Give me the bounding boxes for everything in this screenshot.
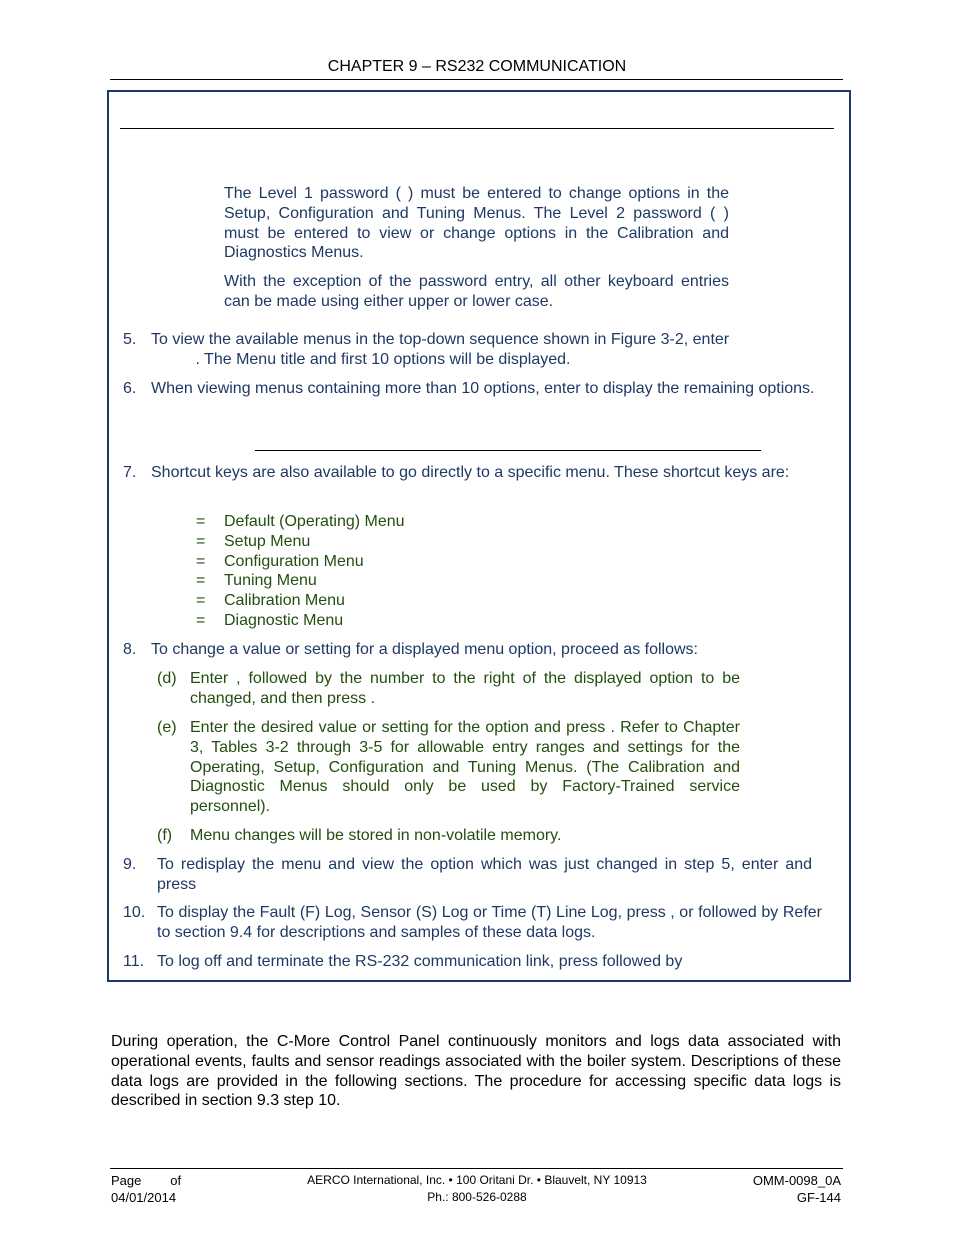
- footer-doc-number: OMM-0098_0A: [752, 1173, 841, 1188]
- substep-text: Menu changes will be stored in non-volatile memory.: [190, 827, 562, 844]
- step-text: To view the available menus in the top-down sequence shown in Figure 3-2, enter . The Menu title and first 10 options will be displayed.: [151, 331, 730, 368]
- step-text: Shortcut keys are also available to go directly to a specific menu. These shortcut keys are:: [151, 464, 790, 481]
- shortcut-equals: =: [196, 553, 206, 570]
- step-number: 11.: [123, 953, 145, 970]
- step-text: To redisplay the menu and view the option which was just changed in step 5, enter and press: [157, 856, 812, 893]
- step-text: To display the Fault (F) Log, Sensor (S) Log or Time (T) Line Log, press , or followed by Refer to section 9.4 for descriptions and samples of these data logs.: [157, 904, 822, 941]
- shortcut-menu-label: Calibration Menu: [224, 592, 345, 609]
- shortcut-equals: =: [196, 592, 206, 609]
- shortcut-menu-label: Setup Menu: [224, 533, 311, 550]
- footer-company: AERCO International, Inc. • 100 Oritani Dr. • Blauvelt, NY 10913: [307, 1173, 647, 1187]
- step-text: To log off and terminate the RS-232 communication link, press followed by: [157, 953, 683, 970]
- shortcut-equals: =: [196, 572, 206, 589]
- shortcut-equals: =: [196, 533, 206, 550]
- shortcut-menu-label: Tuning Menu: [224, 572, 317, 589]
- step-text: When viewing menus containing more than 10 options, enter to display the remaining options.: [151, 380, 815, 397]
- footer-date: 04/01/2014: [111, 1190, 177, 1205]
- step-number: 10.: [123, 904, 146, 921]
- substep-letter: (d): [157, 670, 177, 687]
- footer-phone: Ph.: 800-526-0288: [427, 1190, 527, 1204]
- step-number: 7.: [123, 464, 137, 481]
- shortcut-equals: =: [196, 612, 206, 629]
- shortcut-equals: =: [196, 513, 206, 530]
- substep-letter: (e): [157, 719, 177, 736]
- case-note: With the exception of the password entry, all other keyboard entries can be made using either upper or lower case.: [224, 273, 729, 310]
- step-number: 8.: [123, 641, 137, 658]
- chapter-header: CHAPTER 9 – RS232 COMMUNICATION: [327, 58, 627, 75]
- header-rule: [110, 79, 843, 80]
- step-number: 5.: [123, 331, 137, 348]
- page-label: Page of: [111, 1173, 182, 1188]
- substep-letter: (f): [157, 827, 173, 844]
- substep-text: Enter the desired value or setting for the option and press . Refer to Chapter 3, Tables 3-2 through 3-5 for allowable entry ranges and settings for the Operating, Setup, Configuration and Tuning Menus. (The Calibration and Diagnostic Menus should only be used by Factory-Trained service personnel).: [190, 719, 740, 816]
- shortcut-menu-label: Diagnostic Menu: [224, 612, 344, 629]
- step-number: 9.: [123, 856, 137, 873]
- shortcut-menu-label: Default (Operating) Menu: [224, 513, 405, 530]
- data-logs-paragraph: During operation, the C-More Control Panel continuously monitors and logs data associated with operational events, faults and sensor readings associated with the boiler system. Descriptions of these data logs are provided in the following sections. The procedure for accessing specific data logs is described in section 9.3 step 10.: [111, 1033, 841, 1110]
- footer-rule: [110, 1168, 843, 1169]
- step-text: To change a value or setting for a displayed menu option, proceed as follows:: [151, 641, 698, 658]
- step-number: 6.: [123, 380, 137, 397]
- shortcut-menu-label: Configuration Menu: [224, 553, 364, 570]
- section-rule: [255, 450, 761, 451]
- footer-form-number: GF-144: [796, 1190, 841, 1205]
- substep-text: Enter , followed by the number to the right of the displayed option to be changed, and then press .: [190, 670, 740, 707]
- box-title-rule: [120, 128, 834, 129]
- password-note: The Level 1 password ( ) must be entered to change options in the Setup, Configuration and Tuning Menus. The Level 2 password ( ) must be entered to view or change options in the Calibration and Diagnostics Menus.: [224, 185, 729, 262]
